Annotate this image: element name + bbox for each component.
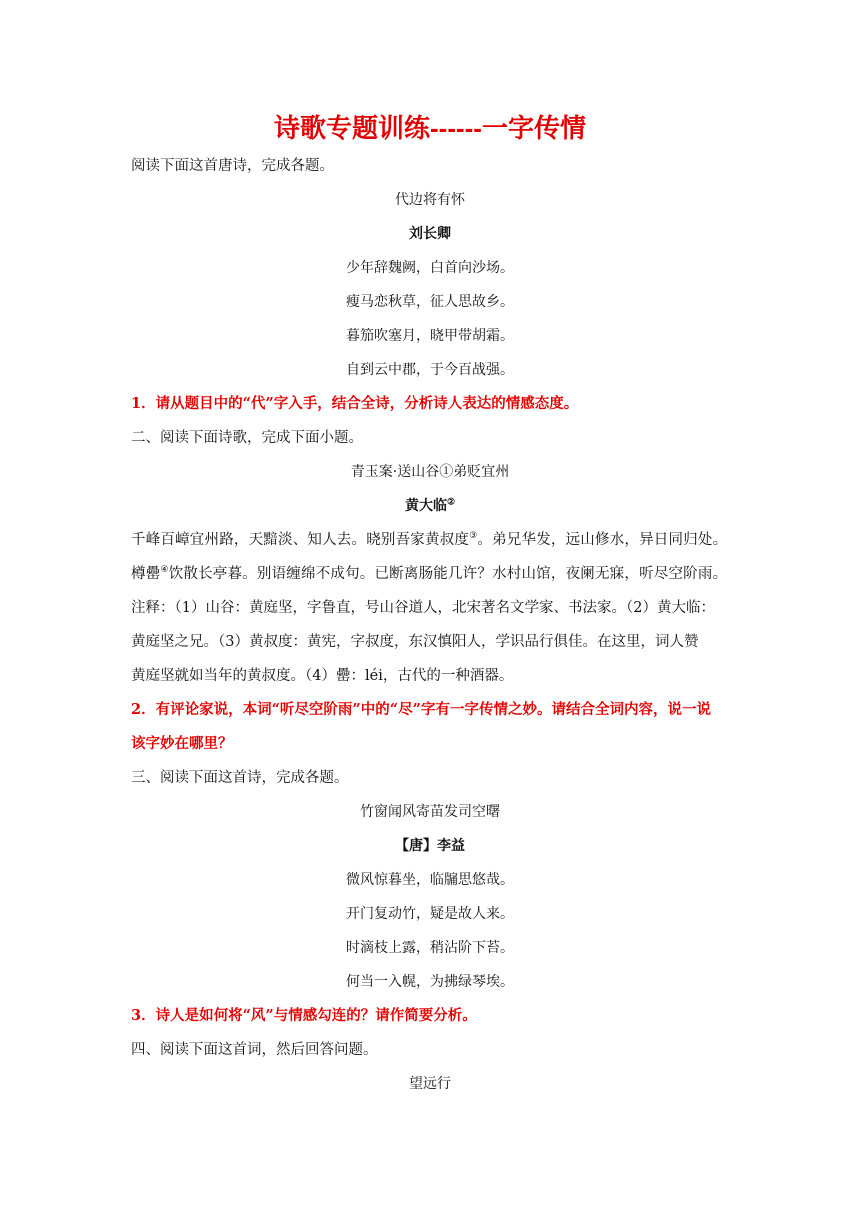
footnote-marker: ② [446, 497, 456, 508]
footnote-marker: ③ [469, 531, 478, 542]
body-text: 饮散长亭暮。别语缠绵不成句。已断离肠能几许？水村山馆，夜阑无寐，听尽空阶雨。 [168, 566, 728, 582]
section3-poem-line: 何当一入幌，为拂绿琴埃。 [346, 974, 514, 990]
page-title: 诗歌专题训练------一字传情 [274, 113, 586, 143]
footnote-marker: ④ [160, 565, 169, 576]
section3-poem-title: 竹窗闻风寄苗发司空曙 [360, 804, 500, 820]
section2-intro: 二、阅读下面诗歌，完成下面小题。 [131, 430, 363, 446]
section4-intro: 四、阅读下面这首词，然后回答问题。 [131, 1042, 378, 1058]
section2-author-name: 黄大临 [404, 498, 447, 514]
section1-poem-line: 少年辞魏阙，白首向沙场。 [346, 260, 514, 276]
section4-poem-title: 望远行 [409, 1076, 451, 1092]
section2-body-line [131, 530, 727, 550]
section2-note-line: 黄庭坚之兄。（3）黄叔度：黄宪，字叔度，东汉慎阳人，学识品行俱佳。在这里，词人赞 [131, 634, 699, 650]
section2-note-line: 注释：（1）山谷：黄庭坚，字鲁直，号山谷道人，北宋著名文学家、书法家。（2）黄大临： [131, 600, 715, 616]
section3-poem-line: 开门复动竹，疑是故人来。 [346, 906, 514, 922]
body-text: 樽罍 [131, 566, 161, 582]
section1-intro: 阅读下面这首唐诗，完成各题。 [131, 158, 334, 174]
section1-poem-title: 代边将有怀 [395, 192, 465, 208]
section1-poem-line: 自到云中郡，于今百战强。 [346, 362, 514, 378]
question-1: 1．请从题目中的“代”字入手，结合全诗，分析诗人表达的情感态度。 [131, 395, 579, 412]
section3-intro: 三、阅读下面这首诗，完成各题。 [131, 770, 349, 786]
body-text: 千峰百嶂宜州路，天黯淡、知人去。晓别吾家黄叔度 [131, 532, 470, 548]
section1-poem-line: 瘦马恋秋草，征人思故乡。 [346, 294, 514, 310]
section2-author [0, 496, 860, 516]
body-text: 。弟兄华发，远山修水，异日同归处。 [477, 532, 728, 548]
section3-author: 【唐】李益 [395, 838, 465, 854]
section3-poem-line: 时滴枝上露，稍沾阶下苔。 [346, 940, 514, 956]
section1-poem-line: 暮笳吹塞月，晓甲带胡霜。 [346, 328, 514, 344]
section2-poem-title: 青玉案·送山谷①弟贬宜州 [350, 464, 510, 480]
section2-note-line: 黄庭坚就如当年的黄叔度。（4）罍：léi，古代的一种酒器。 [131, 668, 514, 684]
section2-body-line [131, 564, 727, 584]
question-3: 3．诗人是如何将“风”与情感勾连的？请作简要分析。 [131, 1007, 477, 1024]
section1-author: 刘长卿 [409, 226, 451, 242]
section3-poem-line: 微风惊暮坐，临牖思悠哉。 [346, 872, 514, 888]
question-2: 2．有评论家说，本词“听尽空阶雨”中的“尽”字有一字传情之妙。请结合全词内容，说一说 [131, 701, 711, 718]
question-2-continued: 该字妙在哪里？ [131, 735, 233, 752]
